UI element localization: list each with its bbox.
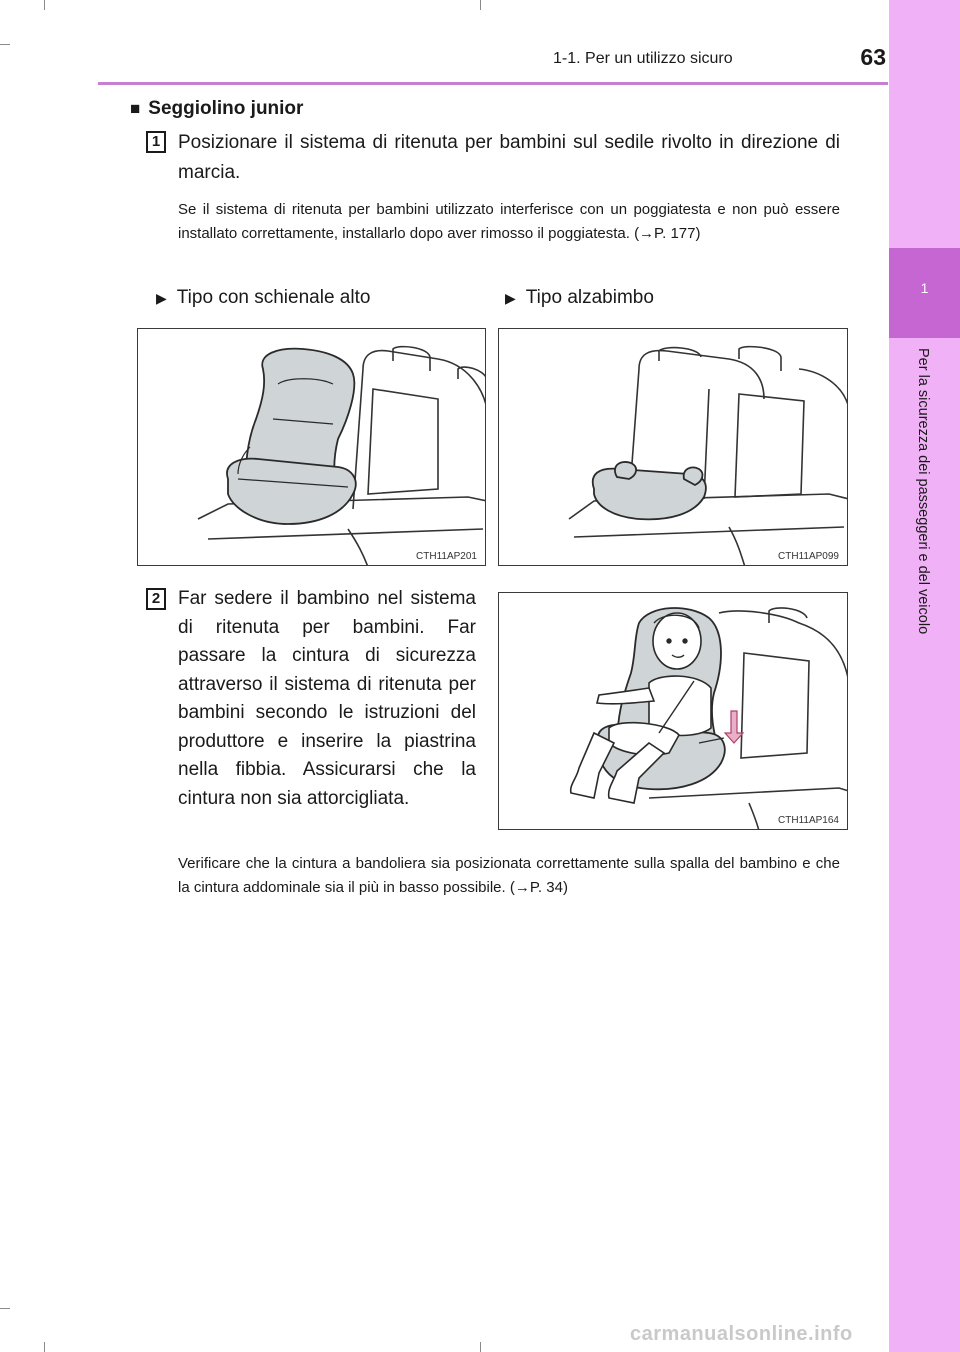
figure-booster-cushion xyxy=(498,328,848,566)
chapter-title: Per la sicurezza dei passeggeri e del veicolo xyxy=(915,348,931,635)
triangle-right-icon: ▶ xyxy=(505,290,516,306)
caption-text: Tipo alzabimbo xyxy=(525,287,654,308)
section-title-text: Seggiolino junior xyxy=(148,98,304,119)
chapter-number: 1 xyxy=(920,280,929,296)
figure-caption-booster xyxy=(505,287,654,309)
black-square-icon: ■ xyxy=(130,99,141,118)
crop-mark xyxy=(44,0,45,10)
triangle-right-icon: ▶ xyxy=(156,290,167,306)
figure-child-seated xyxy=(498,592,848,830)
page-number: 63 xyxy=(860,44,886,70)
chapter-side-tab xyxy=(889,0,960,1352)
site-watermark: carmanualsonline.info xyxy=(630,1323,853,1345)
crop-mark xyxy=(480,0,481,10)
figure-caption-high-back xyxy=(156,287,370,309)
figure-high-back-seat xyxy=(137,328,486,566)
illustration-high-back-seat xyxy=(138,329,486,566)
crop-mark xyxy=(480,1342,481,1352)
step-1-text: Posizionare il sistema di ritenuta per bambini sul sedile rivolto in direzione di marcia. xyxy=(178,132,840,183)
illustration-child-seated xyxy=(499,593,848,830)
crop-mark xyxy=(0,44,10,45)
step-2-note: Verificare che la cintura a bandoliera sia posizionata correttamente sulla spalla del bambino e che la cintura addominale sia il più in basso possibile. (→P. 34) xyxy=(178,855,840,896)
figure-code: CTH11AP164 xyxy=(778,815,839,826)
illustration-booster-cushion xyxy=(499,329,848,566)
caption-text: Tipo con schienale alto xyxy=(176,287,371,308)
header-rule xyxy=(98,82,888,85)
step-2-text: Far sedere il bambino nel sistema di ritenuta per bambini. Far passare la cintura di sicurezza attraverso il sistema di ritenuta per bambini secondo le istruzioni del produttore e inserire la piastrina nella fibbia. Assicurarsi che la cintura non sia attorcigliata. xyxy=(178,588,476,809)
running-header: 1-1. Per un utilizzo sicuro xyxy=(553,50,733,67)
section-title xyxy=(130,98,303,120)
crop-mark xyxy=(44,1342,45,1352)
step-number-1: 1 xyxy=(146,131,166,153)
step-number-2: 2 xyxy=(146,588,166,610)
step-1-note: Se il sistema di ritenuta per bambini utilizzato interferisce con un poggiatesta e non può essere installato correttamente, installarlo dopo aver rimosso il poggiatesta. (→P. 177) xyxy=(178,201,840,242)
crop-mark xyxy=(0,1308,10,1309)
figure-code: CTH11AP099 xyxy=(778,551,839,562)
figure-code: CTH11AP201 xyxy=(416,551,477,562)
